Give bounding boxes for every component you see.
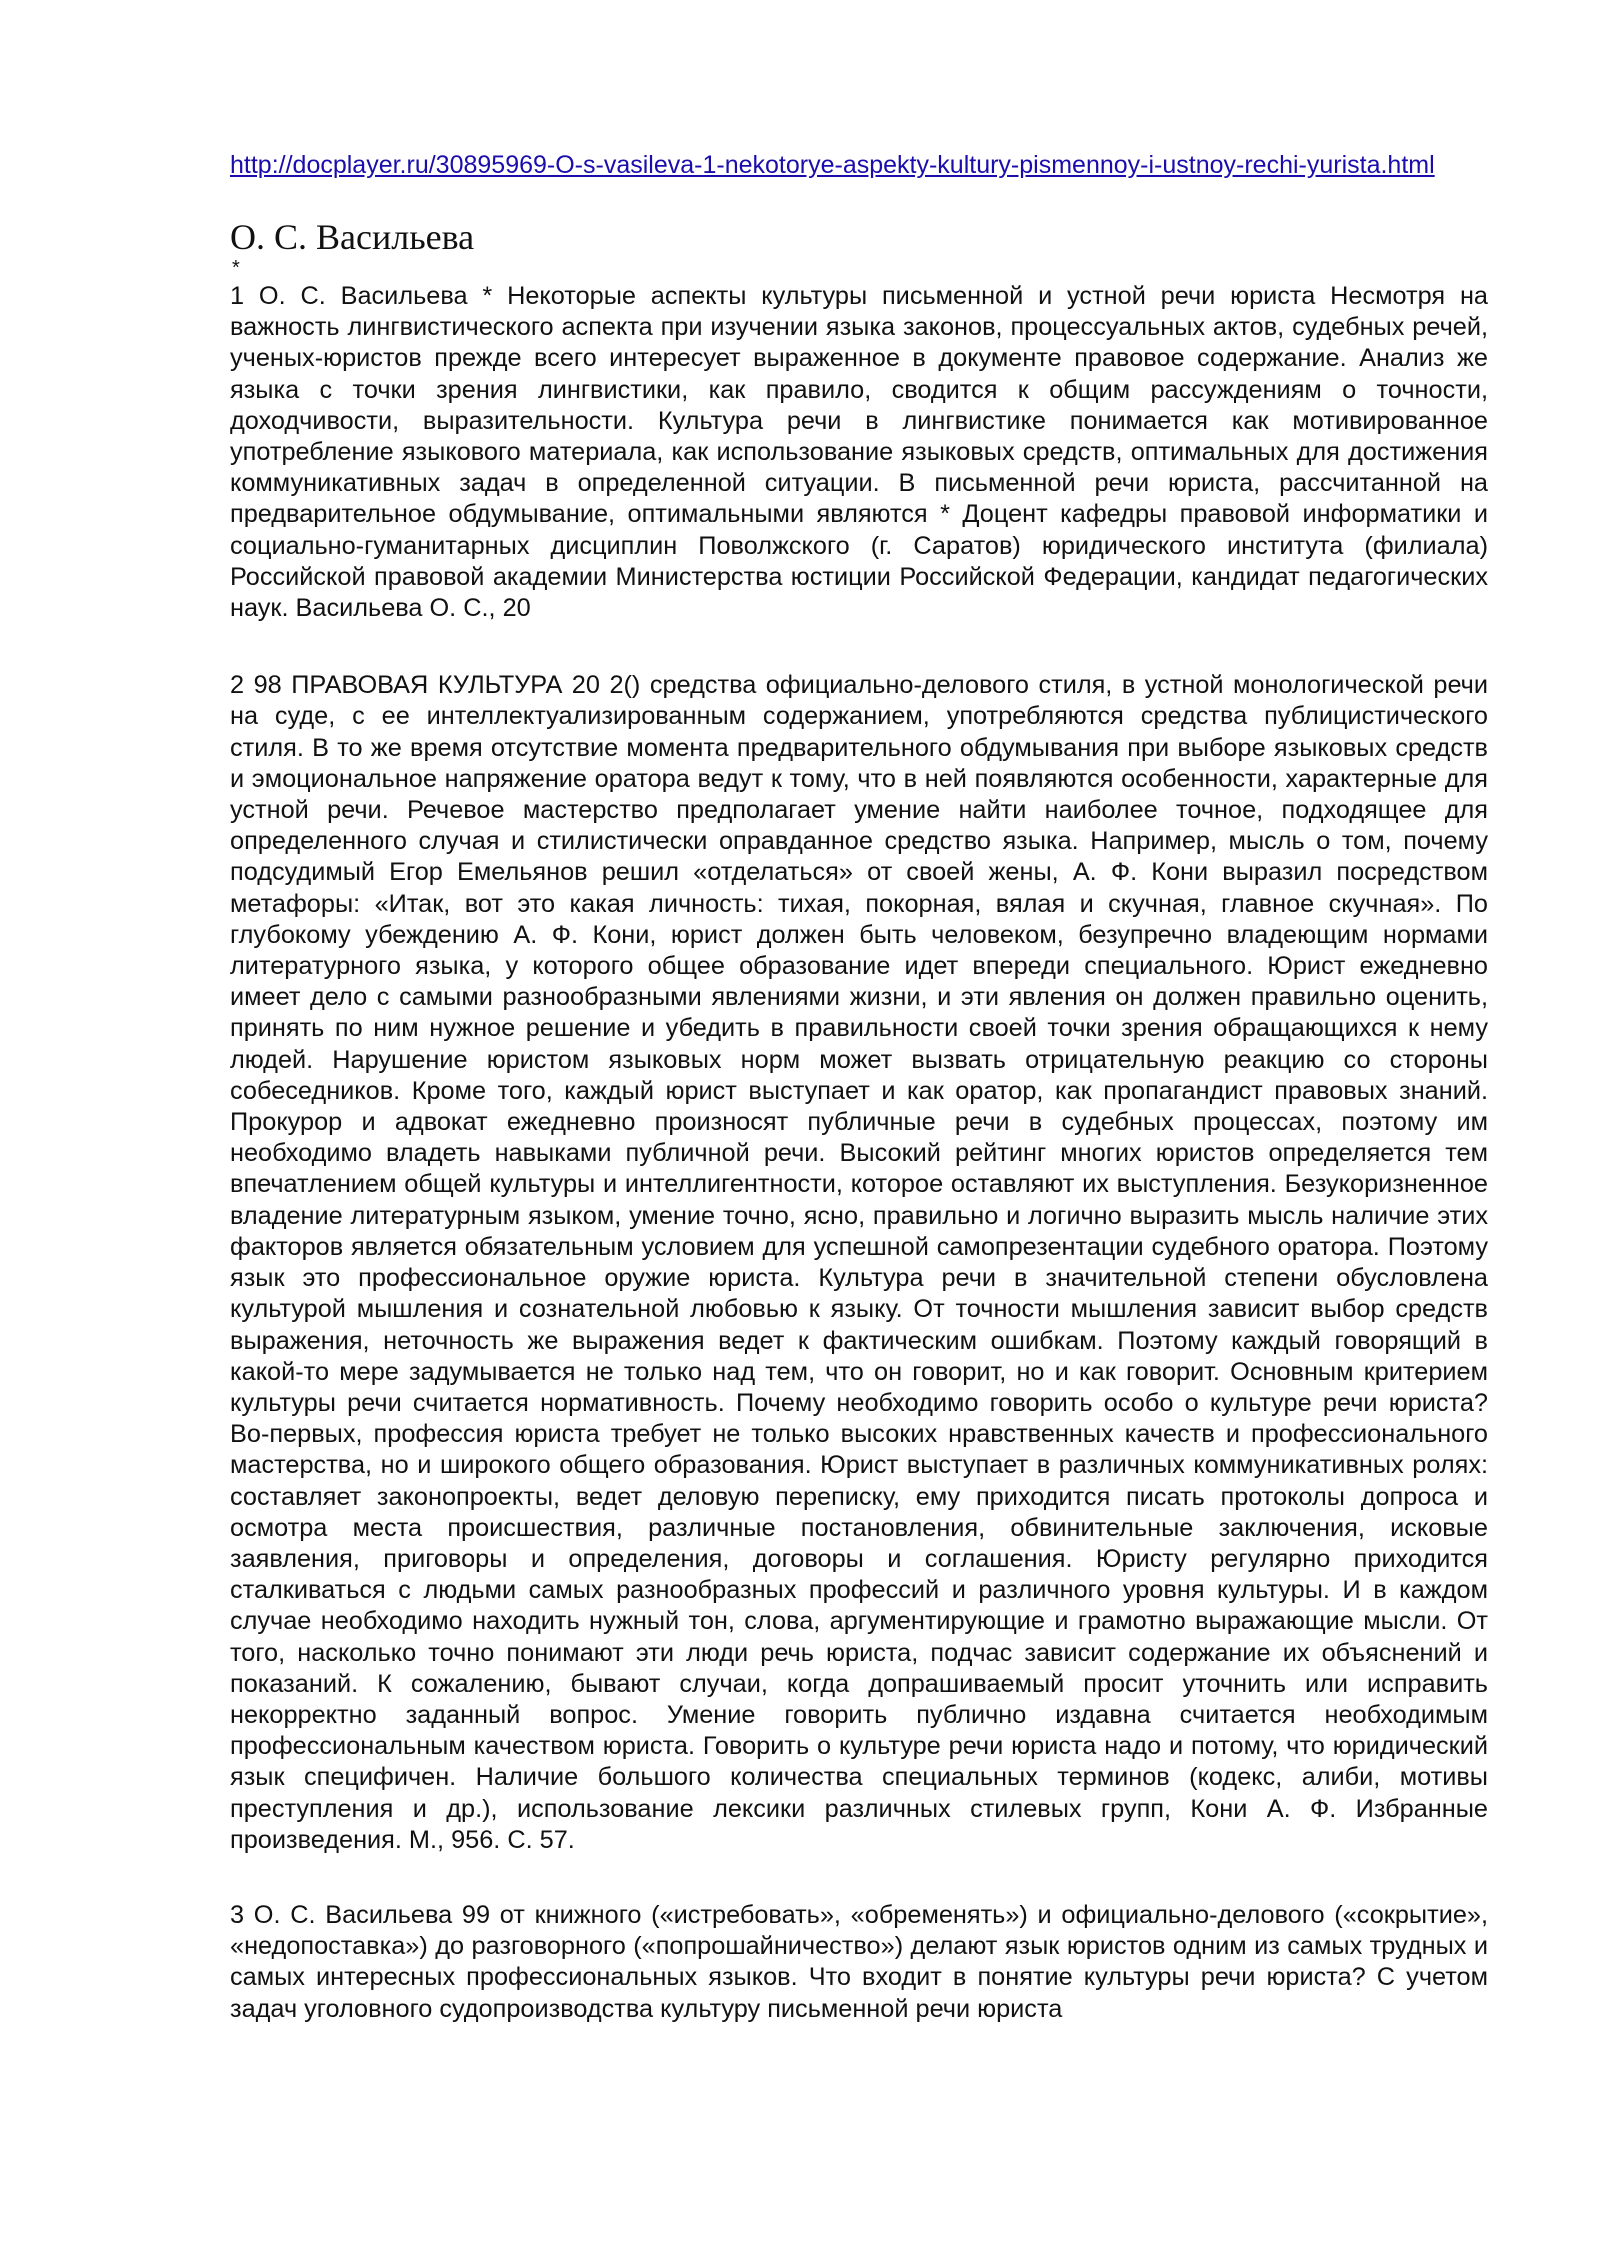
author-heading: О. С. Васильева: [230, 217, 475, 257]
paragraph-page-1: 1 О. С. Васильева * Некоторые аспекты культуры письменной и устной речи юриста Несмотря на важность лингвистического аспекта при изучении языка законов, процессуальных актов, судебных речей, ученых-юристов прежде всего интересует выраженное в документе правовое содержание. Анализ же языка с точки зрения лингвистики, как правило, сводится к общим рассуждениям о точности, доходчивости, выразительности. Культура речи в лингвистике понимается как мотивированное употребление языкового материала, как использование языковых средств, оптимальных для достижения коммуникативных задач в определенной ситуации. В письменной речи юриста, рассчитанной на предварительное обдумывание, оптимальными являются * Доцент кафедры правовой информатики и социально-гуманитарных дисциплин Поволжского (г. Саратов) юридического института (филиала) Российской правовой академии Министерства юстиции Российской Федерации, кандидат педагогических наук. Васильева О. С., 20: [230, 282, 1488, 623]
paragraph-page-3: 3 О. С. Васильева 99 от книжного («истребовать», «обременять») и официально-делового («сокрытие», «недопоставка») до разговорного («попрошайничество») делают язык юристов одним из самых трудных и самых интересных профессиональных языков. Что входит в понятие культуры речи юриста? С учетом задач уголовного судопроизводства культуру письменной речи юриста: [230, 1900, 1488, 2023]
paragraph-page-2: 2 98 ПРАВОВАЯ КУЛЬТУРА 20 2() средства официально-делового стиля, в устной монологической речи на суде, с ее интеллектуализированным содержанием, употребляются средства публицистического стиля. В то же время отсутствие момента предварительного обдумывания при выборе языковых средств и эмоциональное напряжение оратора ведут к тому, что в ней появляются особенности, характерные для устной речи. Речевое мастерство предполагает умение найти наиболее точное, подходящее для определенного случая и стилистически оправданное средство языка. Например, мысль о том, почему подсудимый Егор Емельянов решил «отделаться» от своей жены, А. Ф. Кони выразил посредством метафоры: «Итак, вот это какая личность: тихая, покорная, вялая и скучная, главное скучная». По глубокому убеждению А. Ф. Кони, юрист должен быть человеком, безупречно владеющим нормами литературного языка, у которого общее образование идет впереди специального. Юрист ежедневно имеет дело с самыми разнообразными явлениями жизни, и эти явления он должен правильно оценить, принять по ним нужное решение и убедить в правильности своей точки зрения обращающихся к нему людей. Нарушение юристом языковых норм может вызвать отрицательную реакцию со стороны собеседников. Кроме того, каждый юрист выступает и как оратор, как пропагандист правовых знаний. Прокурор и адвокат ежедневно произносят публичные речи в судебных процессах, поэтому им необходимо владеть навыками публичной речи. Высокий рейтинг многих юристов определяется тем впечатлением общей культуры и интеллигентности, которое оставляют их выступления. Безукоризненное владение литературным языком, умение точно, ясно, правильно и логично выразить мысль наличие этих факторов является обязательным условием для успешной самопрезентации судебного оратора. Поэтому язык это профессиональное оружие юриста. Культура речи в значительной степени обусловлена культурой мышления и сознательной любовью к языку. От точности мышления зависит выбор средств выражения, неточность же выражения ведет к фактическим ошибкам. Поэтому каждый говорящий в какой-то мере задумывается не только над тем, что он говорит, но и как говорит. Основным критерием культуры речи считается нормативность. Почему необходимо говорить особо о культуре речи юриста? Во-первых, профессия юриста требует не только высоких нравственных качеств и профессионального мастерства, но и широкого общего образования. Юрист выступает в различных коммуникативных ролях: составляет законопроекты, ведет деловую переписку, ему приходится писать протоколы допроса и осмотра места происшествия, различные постановления, обвинительные заключения, исковые заявления, приговоры и определения, договоры и соглашения. Юристу регулярно приходится сталкиваться с людьми самых разнообразных профессий и различного уровня культуры. И в каждом случае необходимо находить нужный тон, слова, аргументирующие и грамотно выражающие мысли. От того, насколько точно понимают эти люди речь юриста, подчас зависит содержание их объяснений и показаний. К сожалению, бывают случаи, когда допрашиваемый просит уточнить или исправить некорректно заданный вопрос. Умение говорить публично издавна считается необходимым профессиональным качеством юриста. Говорить о культуре речи юриста надо и потому, что юридический язык специфичен. Наличие большого количества специальных терминов (кодекс, алиби, мотивы преступления и др.), использование лексики различных стилевых групп, Кони А. Ф. Избранные произведения. М., 956. С. 57.: [230, 671, 1488, 1854]
source-url-link[interactable]: http://docplayer.ru/30895969-O-s-vasileva-1-nekotorye-aspekty-kultury-pismennoy-i-ustnoy-rechi-yurista.html: [230, 151, 1435, 179]
footnote-asterisk: *: [232, 257, 240, 279]
document-page: [230, 150, 1488, 2025]
